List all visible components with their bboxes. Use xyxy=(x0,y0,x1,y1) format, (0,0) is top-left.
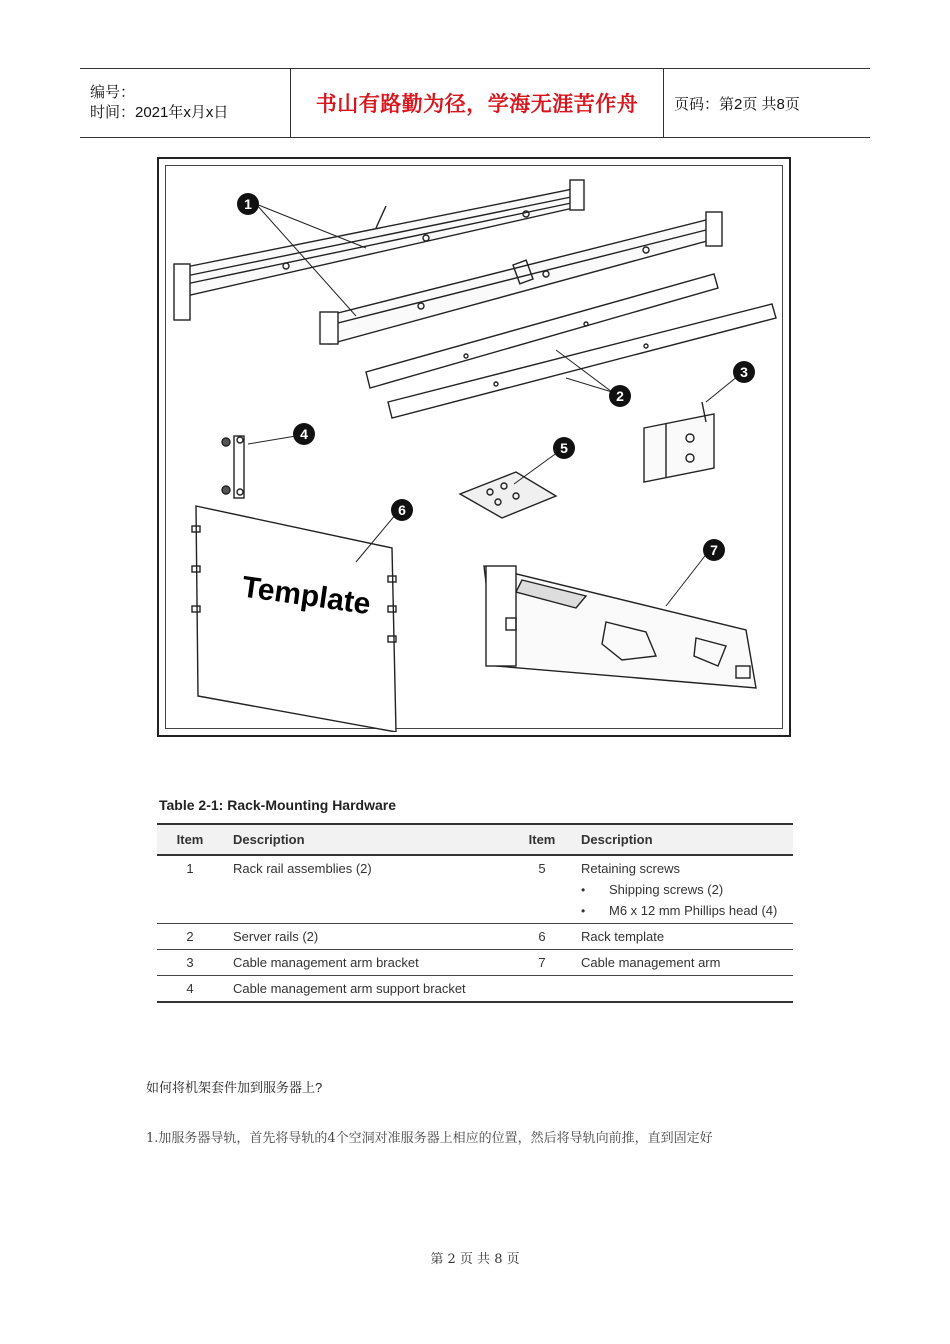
page-header xyxy=(80,68,870,138)
item-number: 2 xyxy=(157,924,223,950)
retaining-screws-bag xyxy=(460,472,556,518)
callout-4 xyxy=(293,423,315,445)
cable-management-arm xyxy=(484,566,756,688)
header-motto: 书山有路勤为径，学海无涯苦作舟 xyxy=(315,92,639,116)
item-number: 3 xyxy=(157,950,223,976)
item-number xyxy=(513,976,571,1003)
item-description: Rack template xyxy=(571,924,793,950)
item-number: 4 xyxy=(157,976,223,1003)
item-description xyxy=(571,976,793,1003)
item-description: Cable management arm bracket xyxy=(223,950,513,976)
document-time-label: 时间：2021年x月x日 xyxy=(90,104,229,121)
hardware-illustration xyxy=(166,166,786,732)
table-title: Table 2-1: Rack-Mounting Hardware xyxy=(159,797,397,813)
hardware-table-section xyxy=(157,797,793,1003)
callout-5 xyxy=(553,437,575,459)
document-number-label: 编号： xyxy=(90,84,136,101)
cable-management-arm-bracket xyxy=(644,402,714,482)
item-description: Server rails (2) xyxy=(223,924,513,950)
item-number: 1 xyxy=(157,855,223,924)
rack-rail-assembly-upper xyxy=(174,180,584,320)
header-description-1: Description xyxy=(223,824,513,855)
table-header-row xyxy=(157,824,793,855)
header-item-1: Item xyxy=(157,824,223,855)
item-number: 5 xyxy=(513,855,571,924)
item-description: Cable management arm xyxy=(571,950,793,976)
bullet-item: • Shipping screws (2) xyxy=(581,882,724,897)
item-description: Rack rail assemblies (2) xyxy=(223,855,513,924)
table-row xyxy=(157,855,793,924)
step-1-text: 1.加服务器导轨，首先将导轨的4个空洞对准服务器上相应的位置，然后将导轨向前推，直到固定好 xyxy=(146,1131,713,1146)
svg-text:2: 2 xyxy=(616,388,624,404)
page-footer: 第 2 页 共 8 页 xyxy=(430,1252,520,1267)
header-motto-cell xyxy=(291,69,664,137)
callout-6 xyxy=(391,499,413,521)
callout-1 xyxy=(237,193,259,215)
hardware-figure xyxy=(157,157,791,737)
svg-text:6: 6 xyxy=(398,502,406,518)
svg-text:5: 5 xyxy=(560,440,568,456)
item-number: 6 xyxy=(513,924,571,950)
svg-text:4: 4 xyxy=(300,426,308,442)
header-item-2: Item xyxy=(513,824,571,855)
header-page-cell xyxy=(664,69,870,137)
item-description-with-bullets xyxy=(571,855,793,924)
hardware-table xyxy=(157,823,793,1003)
table-row xyxy=(157,976,793,1003)
callout-3 xyxy=(733,361,755,383)
svg-text:7: 7 xyxy=(710,542,718,558)
hardware-figure-frame xyxy=(165,165,783,729)
bullet-dot-icon: • xyxy=(581,882,586,897)
cable-management-arm-support-bracket xyxy=(222,436,244,498)
item-description: Cable management arm support bracket xyxy=(223,976,513,1003)
table-row xyxy=(157,924,793,950)
question-heading: 如何将机架套件加到服务器上? xyxy=(146,1080,323,1095)
item-description: Retaining screws xyxy=(581,861,680,876)
header-meta xyxy=(80,69,291,137)
svg-text:3: 3 xyxy=(740,364,748,380)
template-label: Template xyxy=(239,570,373,622)
table-row xyxy=(157,950,793,976)
svg-text:1: 1 xyxy=(244,196,252,212)
callout-7 xyxy=(703,539,725,561)
item-number: 7 xyxy=(513,950,571,976)
callout-2 xyxy=(609,385,631,407)
header-description-2: Description xyxy=(571,824,793,855)
bullet-item: • M6 x 12 mm Phillips head (4) xyxy=(581,903,778,918)
header-page-label: 页码：第2页 共8页 xyxy=(674,95,800,113)
bullet-dot-icon: • xyxy=(581,903,586,918)
